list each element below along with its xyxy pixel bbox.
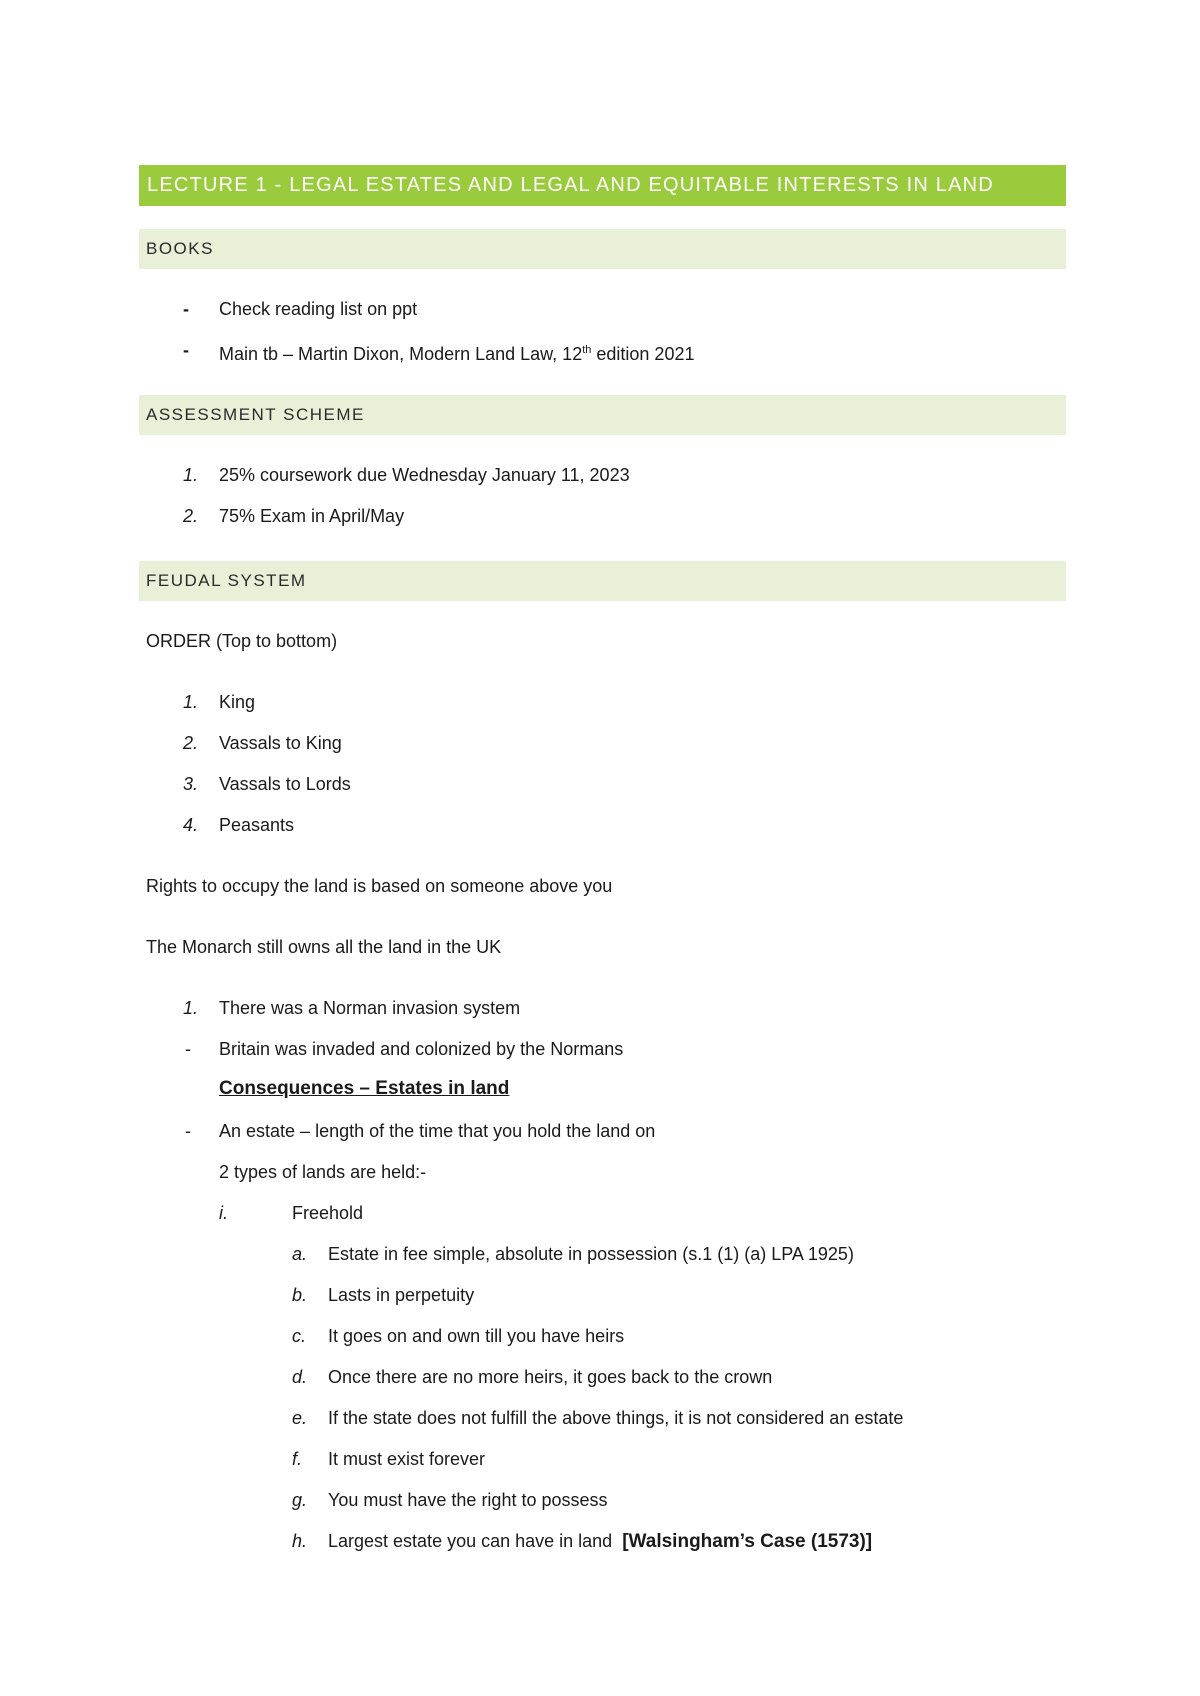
bullet-marker: - xyxy=(183,299,189,319)
list-item: Peasants xyxy=(219,815,295,835)
list-item: An estate – length of the time that you hold the land on xyxy=(219,1121,656,1141)
list-number: 1. xyxy=(183,692,199,712)
list-letter: b. xyxy=(292,1285,308,1305)
list-number: i. xyxy=(219,1203,228,1223)
section-heading-books: BOOKS xyxy=(139,229,1066,269)
list-item xyxy=(328,1530,872,1553)
list-item: Vassals to Lords xyxy=(219,774,351,794)
bullet-marker: - xyxy=(185,1121,191,1141)
list-number: 2. xyxy=(183,733,199,753)
document-title: LECTURE 1 - LEGAL ESTATES AND LEGAL AND EQUITABLE INTERESTS IN LAND xyxy=(139,165,1066,206)
list-item: Check reading list on ppt xyxy=(219,299,418,319)
list-number: 2. xyxy=(183,506,199,526)
list-letter: f. xyxy=(292,1449,303,1469)
list-item xyxy=(219,339,694,365)
subheading: Consequences – Estates in land xyxy=(219,1078,510,1099)
paragraph: The Monarch still owns all the land in the UK xyxy=(146,937,502,957)
bullet-marker: - xyxy=(183,340,189,360)
list-item: Once there are no more heirs, it goes back to the crown xyxy=(328,1367,773,1387)
list-item-text: Largest estate you can have in land xyxy=(328,1531,613,1551)
list-number: 1. xyxy=(183,465,199,485)
list-item: Lasts in perpetuity xyxy=(328,1285,475,1305)
list-item: 75% Exam in April/May xyxy=(219,506,405,526)
list-letter: g. xyxy=(292,1490,308,1510)
list-letter: c. xyxy=(292,1326,307,1346)
list-number: 1. xyxy=(183,998,199,1018)
list-item: If the state does not fulfill the above things, it is not considered an estate xyxy=(328,1408,904,1428)
section-heading-assessment: ASSESSMENT SCHEME xyxy=(139,395,1066,435)
case-citation: [Walsingham’s Case (1573)] xyxy=(622,1531,873,1552)
list-letter: e. xyxy=(292,1408,308,1428)
list-item-text: Main tb – Martin Dixon, Modern Land Law, 12 xyxy=(219,344,583,364)
list-item: Freehold xyxy=(292,1203,364,1223)
list-letter: a. xyxy=(292,1244,308,1264)
list-item: 25% coursework due Wednesday January 11, 2023 xyxy=(219,465,630,485)
paragraph: Rights to occupy the land is based on someone above you xyxy=(146,876,613,896)
list-letter: h. xyxy=(292,1531,308,1551)
list-number: 4. xyxy=(183,815,199,835)
list-item: Britain was invaded and colonized by the Normans xyxy=(219,1039,624,1059)
list-item: Estate in fee simple, absolute in possession (s.1 (1) (a) LPA 1925) xyxy=(328,1244,854,1264)
superscript: th xyxy=(582,344,592,356)
section-heading-feudal: FEUDAL SYSTEM xyxy=(139,561,1066,601)
list-letter: d. xyxy=(292,1367,308,1387)
order-label: ORDER (Top to bottom) xyxy=(146,631,338,651)
list-item: There was a Norman invasion system xyxy=(219,998,521,1018)
list-item: It must exist forever xyxy=(328,1449,486,1469)
list-item: You must have the right to possess xyxy=(328,1490,608,1510)
list-item: King xyxy=(219,692,256,712)
list-item: Vassals to King xyxy=(219,733,342,753)
list-item: It goes on and own till you have heirs xyxy=(328,1326,625,1346)
list-number: 3. xyxy=(183,774,199,794)
list-item-text: edition 2021 xyxy=(591,344,695,364)
paragraph: 2 types of lands are held:- xyxy=(219,1162,427,1182)
bullet-marker: - xyxy=(185,1039,191,1059)
